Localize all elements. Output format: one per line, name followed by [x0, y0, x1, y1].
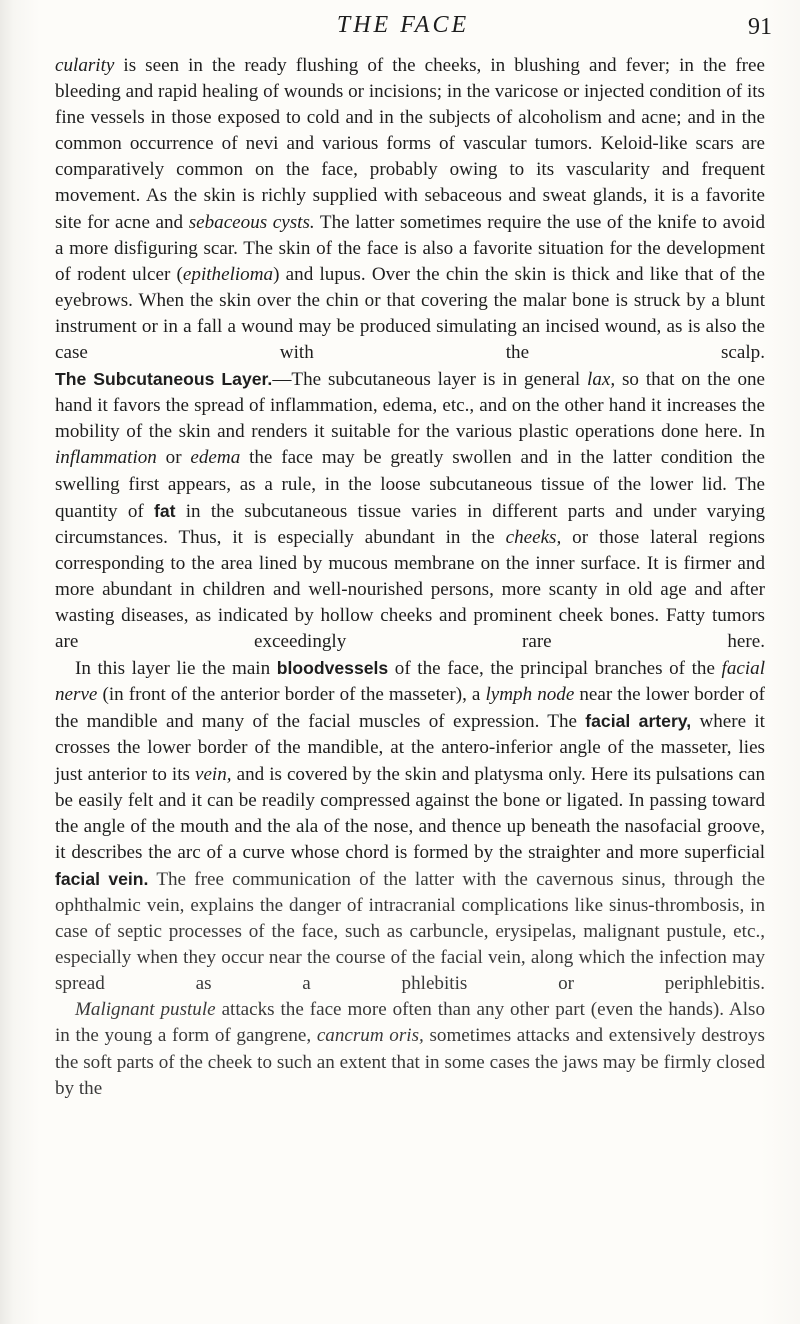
paragraph-text: sometimes attacks and extensively destroys the soft parts of the cheek to such an extent that in some cases the jaws may be firmly closed by the	[55, 1025, 765, 1099]
paragraph-text: of the face, the principal branches of the	[388, 658, 722, 680]
paragraph-4	[55, 997, 765, 1101]
bold-term: fat	[153, 500, 176, 521]
italic-term: inflammation	[55, 447, 157, 469]
paragraph-text: ) and lupus. Over the chin the skin is thick and like that of the eyebrows. When the skin over the chin or that covering the malar bone is struck by a blunt instrument or in a fall a wound may be produced simulating an incised wound, as is also the case with the scalp.	[55, 263, 765, 364]
italic-term: epithelioma	[182, 263, 274, 285]
italic-term: sebaceous cysts.	[188, 211, 315, 233]
paragraph-text: or those lateral regions corresponding to the area lined by mucous membrane on the inner surface. It is firmer and more abundant in children and well-nourished persons, more scanty in old age and after wasting diseases, as indicated by hollow cheeks and prominent cheek bones. Fatty tumors are exceedingly rare here.	[55, 526, 765, 653]
italic-term: vein,	[194, 763, 232, 785]
paragraph-text: or	[156, 447, 191, 469]
paragraph-3	[55, 655, 765, 997]
italic-term: cularity	[55, 55, 115, 76]
italic-term: lymph node	[485, 684, 575, 706]
paragraph-text: —The subcutaneous layer is in general	[272, 369, 588, 391]
running-title: THE FACE	[336, 12, 470, 38]
italic-term: lax,	[587, 369, 616, 391]
paragraph-text: and is covered by the skin and platysma only. Here its pulsations can be easily felt and it can be readily compressed against the bone or ligated. In passing toward the angle of the mouth and the ala of the nose, and thence up beneath the nasofacial groove, it describes the arc of a curve whose chord is formed by the straighter and more superficial	[55, 763, 765, 863]
italic-term: cancrum oris,	[316, 1025, 424, 1047]
page-header	[34, 6, 772, 46]
paragraph-text: so that on the one hand it favors the spread of inflammation, edema, etc., and on the other hand it increases the mobility of the skin and renders it suitable for the various plastic operations done here. In	[55, 369, 766, 443]
bold-term: facial vein.	[55, 868, 149, 889]
page-number: 91	[748, 14, 772, 40]
italic-term: facial nerve	[55, 658, 765, 706]
paragraph-text: In this layer lie the main	[75, 658, 277, 680]
italic-term: edema	[190, 447, 241, 469]
paragraph-text: The free communication of the latter with the cavernous sinus, through the ophthalmic vein, explains the danger of intracranial complications like sinus-thrombosis, in case of septic processes of the face, such as carbuncle, erysipelas, malignant pustule, etc., especially when they occur near the course of the facial vein, along which the infection may spread as a phlebitis or periphlebitis.	[55, 868, 765, 995]
bold-term: facial artery,	[585, 711, 692, 732]
paragraph-text: (in front of the anterior border of the masseter), a	[97, 684, 486, 706]
paragraph-text: is seen in the ready flushing of the cheeks, in blushing and fever; in the free bleeding and rapid healing of wounds or incisions; in the varicose or injected condition of its fine vessels in those exposed to cold and in the subjects of alcoholism and acne; and in the common occurrence of nevi and various forms of vascular tumors. Keloid-like scars are comparatively common on the face, probably owing to its vascularity and frequent movement. As the skin is richly supplied with sebaceous and sweat glands, it is a favorite site for acne and	[55, 55, 765, 233]
italic-term: cheeks,	[505, 526, 562, 548]
body-text	[55, 53, 765, 1102]
paragraph-text: The latter sometimes require the use of the knife to avoid a more disfiguring scar. The skin of the face is also a favorite situation for the development of rodent ulcer (	[55, 211, 766, 285]
paragraph-text: attacks the face more often than any other part (even the hands). Also in the young a form of gangrene,	[55, 999, 766, 1047]
paragraph-text: in the subcutaneous tissue varies in different parts and under varying circumstances. Thus, it is especially abundant in the	[55, 500, 765, 548]
bold-term: bloodvessels	[276, 658, 389, 679]
paragraph-1	[55, 53, 765, 366]
section-heading: The Subcutaneous Layer.	[55, 369, 273, 390]
paragraph-text: where it crosses the lower border of the mandible, at the antero-inferior angle of the masseter, lies just anterior to its	[55, 711, 765, 785]
italic-term: Malignant pustule	[75, 999, 216, 1021]
paragraph-text: near the lower border of the mandible and many of the facial muscles of expression. The	[55, 684, 766, 733]
paragraph-2	[55, 366, 765, 655]
paragraph-text: the face may be greatly swollen and in the latter condition the swelling first appears, as a rule, in the loose subcutaneous tissue of the lower lid. The quantity of	[55, 447, 765, 522]
